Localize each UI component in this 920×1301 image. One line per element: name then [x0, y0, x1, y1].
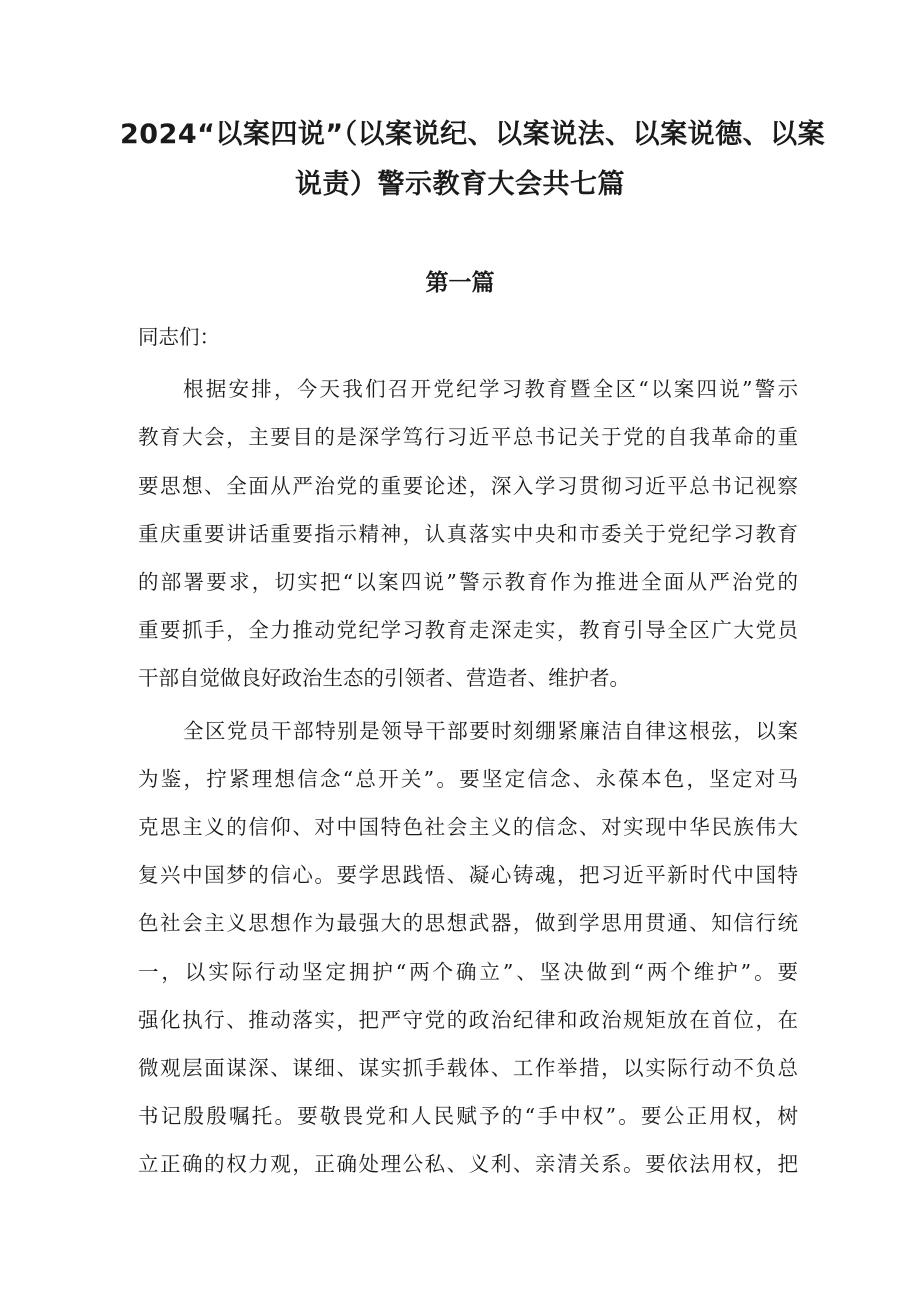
paragraph-line: 全区党员干部特别是领导干部要时刻绷紧廉洁自律这根弦，以案 [183, 718, 798, 743]
document-title [120, 110, 826, 210]
paragraph-line: 要思想、全面从严治党的重要论述，深入学习贯彻习近平总书记视察 [138, 473, 798, 498]
paragraph-1 [138, 365, 798, 702]
paragraph-line: 色社会主义思想作为最强大的思想武器，做到学思用贯通、知信行统 [138, 911, 798, 936]
paragraph-line: 复兴中国梦的信心。要学思践悟、凝心铸魂，把习近平新时代中国特 [138, 863, 798, 888]
paragraph-line: 书记殷殷嘱托。要敬畏党和人民赋予的“手中权”。要公正用权，树 [138, 1104, 798, 1129]
section-heading: 第一篇 [425, 270, 495, 296]
paragraph-line: 干部自觉做良好政治生态的引领者、营造者、维护者。 [138, 666, 630, 691]
paragraph-line: 立正确的权力观，正确处理公私、义利、亲清关系。要依法用权，把 [138, 1152, 798, 1177]
document-title-line-2: 说责）警示教育大会共七篇 [295, 169, 625, 200]
paragraph-line: 重庆重要讲话重要指示精神，认真落实中央和市委关于党纪学习教育 [138, 521, 798, 546]
paragraph-line: 微观层面谋深、谋细、谋实抓手载体、工作举措，以实际行动不负总 [138, 1056, 798, 1081]
document-title-line-1: 2024“以案四说”（以案说纪、以案说法、以案说德、以案 [120, 119, 826, 150]
document-body [138, 313, 798, 1189]
salutation: 同志们： [138, 325, 220, 349]
paragraph-line: 的部署要求，切实把“以案四说”警示教育作为推进全面从严治党的 [138, 570, 798, 595]
paragraph-line: 克思主义的信仰、对中国特色社会主义的信念、对实现中华民族伟大 [138, 815, 798, 840]
paragraph-line: 重要抓手，全力推动党纪学习教育走深走实，教育引导全区广大党员 [138, 618, 798, 643]
paragraph-2 [138, 707, 798, 1189]
paragraph-line: 为鉴，拧紧理想信念“总开关”。要坚定信念、永葆本色，坚定对马 [138, 766, 798, 791]
paragraph-line: 根据安排，今天我们召开党纪学习教育暨全区“以案四说”警示 [183, 377, 798, 402]
paragraph-line: 强化执行、推动落实，把严守党的政治纪律和政治规矩放在首位，在 [138, 1007, 798, 1032]
paragraph-line: 教育大会，主要目的是深学笃行习近平总书记关于党的自我革命的重 [138, 425, 798, 450]
paragraph-line: 一，以实际行动坚定拥护“两个确立”、坚决做到“两个维护”。要 [138, 959, 798, 984]
